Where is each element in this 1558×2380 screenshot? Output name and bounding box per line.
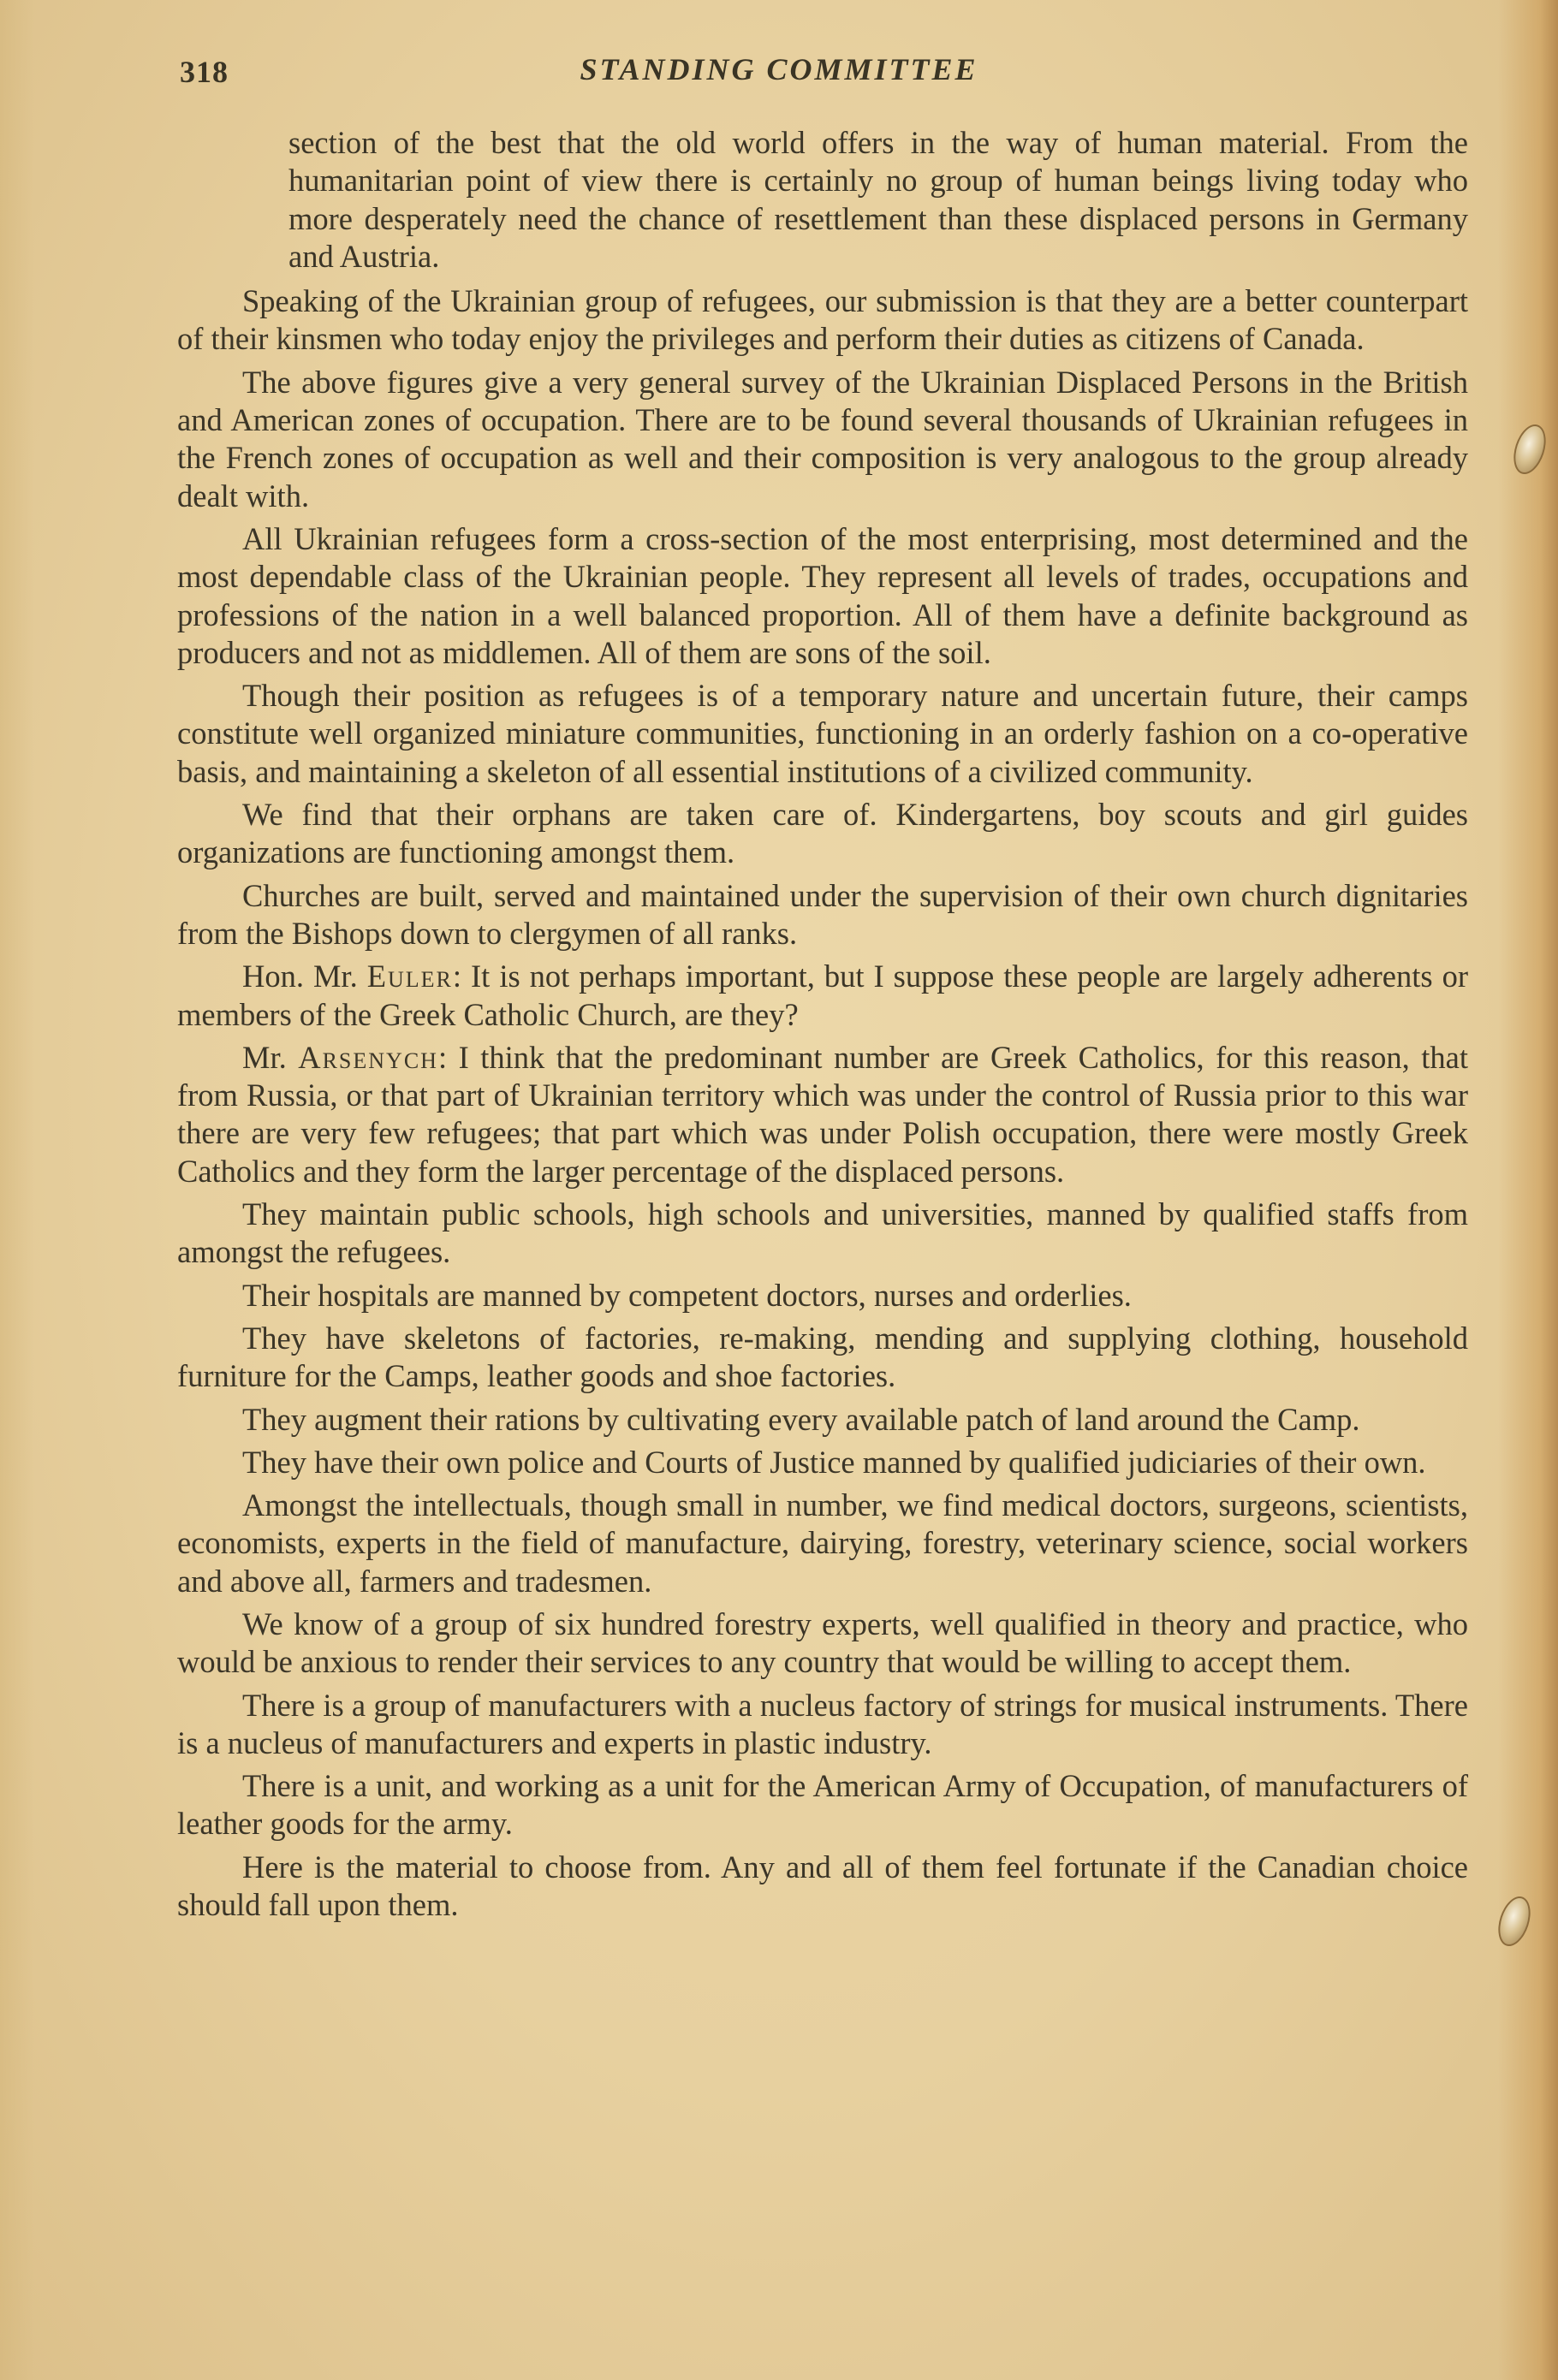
paragraph: Though their position as refugees is of a temporary nature and uncertain future, their camps constitute well organized miniature communities, functioning in an orderly fashion on a co-operative basis, and maintaining a skeleton of all essential institutions of a civilized community.: [177, 678, 1468, 789]
speaker-text: : I think that the predominant number are Greek Catholics, for this reason, that from Russia, or that part of Ukrainian territory which was under the control of Russia prior to this war there are very few refugees; that part which was under Polish occupation, there were mostly Greek Catholics and they form the larger percentage of the displaced persons.: [177, 1039, 1468, 1189]
body-text: [177, 124, 1468, 1929]
paragraph: Their hospitals are manned by competent doctors, nurses and orderlies.: [242, 1277, 1132, 1313]
speaker-paragraph-euler: [177, 958, 1468, 1034]
running-head: STANDING COMMITTEE: [580, 52, 978, 86]
page-edge-stain: [0, 0, 34, 2380]
paragraph: Churches are built, served and maintained under the supervision of their own church dignitaries from the Bishops down to clergymen of all ranks.: [177, 877, 1468, 951]
paragraph: They have skeletons of factories, re-making, mending and supplying clothing, household furniture for the Camps, leather goods and shoe factories.: [177, 1320, 1468, 1394]
page-number: 318: [180, 55, 229, 89]
page-edge-shadow: [1498, 0, 1558, 2380]
speaker-name: Euler: [366, 959, 453, 994]
speaker-prefix: Mr.: [242, 1039, 299, 1075]
paragraph: All Ukrainian refugees form a cross-section of the most enterprising, most determined and the most dependable class of the Ukrainian people. They represent all levels of trades, occupations and professions of the nation in a well balanced proportion. All of them have a definite background as producers and not as middlemen. All of them are sons of the soil.: [177, 520, 1468, 670]
speaker-prefix: Hon. Mr.: [242, 959, 367, 994]
paragraph: Here is the material to choose from. Any and all of them feel fortunate if the Canadian choice should fall upon them.: [177, 1849, 1468, 1923]
paragraph: We find that their orphans are taken care of. Kindergartens, boy scouts and girl guides organizations are functioning amongst them.: [177, 797, 1468, 870]
paragraph: They augment their rations by cultivating every available patch of land around the Camp.: [242, 1401, 1360, 1437]
paragraph: They have their own police and Courts of Justice manned by qualified judiciaries of their own.: [242, 1444, 1426, 1480]
paragraph: The above figures give a very general survey of the Ukrainian Displaced Persons in the British and American zones of occupation. There are to be found several thousands of Ukrainian refugees in the French zones of occupation as well and their composition is very analogous to the group already dealt with.: [177, 364, 1468, 513]
speaker-paragraph-arsenych: [177, 1039, 1468, 1190]
paragraph: Amongst the intellectuals, though small in number, we find medical doctors, surgeons, scientists, economists, experts in the field of manufacture, dairying, forestry, veterinary science, social workers and above all, farmers and tradesmen.: [177, 1487, 1468, 1599]
quoted-paragraph: section of the best that the old world offers in the way of human material. From the humanitarian point of view there is certainly no group of human beings living today who more desperately need the chance of resettlement than these displaced persons in Germany and Austria.: [288, 125, 1468, 274]
speaker-name: Arsenych: [298, 1039, 438, 1075]
speaker-text: : It is not perhaps important, but I suppose these people are largely adherents or members of the Greek Catholic Church, are they?: [177, 959, 1468, 1032]
paragraph: There is a unit, and working as a unit for the American Army of Occupation, of manufacturers of leather goods for the army.: [177, 1768, 1468, 1842]
paragraph: Speaking of the Ukrainian group of refugees, our submission is that they are a better counterpart of their kinsmen who today enjoy the privileges and perform their duties as citizens of Canada.: [177, 283, 1468, 357]
paragraph: They maintain public schools, high schools and universities, manned by qualified staffs from amongst the refugees.: [177, 1196, 1468, 1270]
paragraph: There is a group of manufacturers with a nucleus factory of strings for musical instruments. There is a nucleus of manufacturers and experts in plastic industry.: [177, 1687, 1468, 1760]
paragraph: We know of a group of six hundred forestry experts, well qualified in theory and practice, who would be anxious to render their services to any country that would be willing to accept them.: [177, 1605, 1468, 1680]
